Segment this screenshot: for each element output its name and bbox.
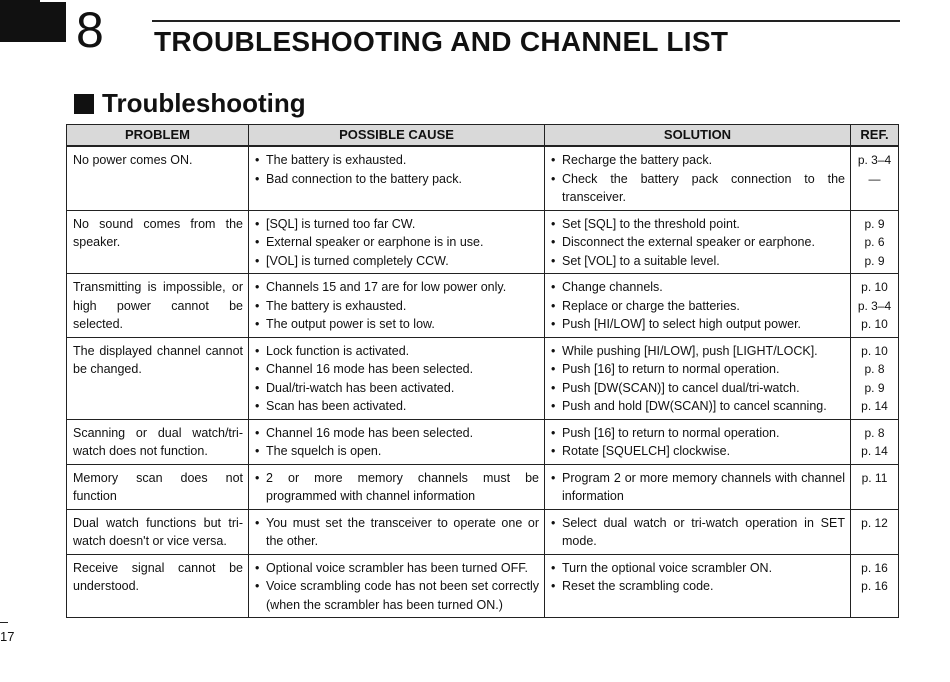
cause-cell [249,146,545,210]
table-row [67,419,899,464]
solution-item: • Replace or charge the batteries. [551,297,845,316]
ref-cell [851,554,899,618]
ref-item: p. 14 [861,399,888,413]
solution-item: • Push [HI/LOW] to select high output power. [551,315,845,334]
header-possible-cause: POSSIBLE CAUSE [249,125,545,147]
ref-item: p. 16 [861,579,888,593]
ref-item: p. 8 [864,362,885,376]
problem-cell: Dual watch functions but tri-watch doesn't or vice versa. [67,509,249,554]
table-body [67,146,899,618]
table-row [67,210,899,274]
solution-item: • Push [16] to return to normal operation. [551,424,845,443]
cause-item: • External speaker or earphone is in use. [255,233,539,252]
solution-cell [545,554,851,618]
cause-item: • The battery is exhausted. [255,297,539,316]
cause-item: • Optional voice scrambler has been turned OFF. [255,559,539,578]
solution-item: • Push [DW(SCAN)] to cancel dual/tri-watch. [551,379,845,398]
header-problem: PROBLEM [67,125,249,147]
header-ref: REF. [851,125,899,147]
cause-item: • 2 or more memory channels must be programmed with channel information [255,469,539,506]
chapter-rule [152,20,900,22]
chapter-title: TROUBLESHOOTING AND CHANNEL LIST [154,26,729,57]
chapter-tab-marker [0,2,66,42]
table-row [67,274,899,338]
problem-cell: No sound comes from the speaker. [67,210,249,274]
chapter-number: 8 [76,2,104,58]
ref-cell [851,146,899,210]
table-row [67,554,899,618]
cause-cell [249,464,545,509]
cause-item: • Scan has been activated. [255,397,539,416]
solution-item: • Check the battery pack connection to the transceiver. [551,170,845,207]
ref-item: p. 6 [864,235,885,249]
cause-cell [249,554,545,618]
problem-cell: Scanning or dual watch/tri-watch does not function. [67,419,249,464]
ref-item: p. 10 [861,317,888,331]
ref-item: p. 9 [864,253,885,268]
ref-item: p. 12 [861,515,888,530]
ref-item: p. 11 [861,470,888,485]
solution-cell [545,146,851,210]
solution-cell [545,274,851,338]
solution-item: • Push and hold [DW(SCAN)] to cancel scanning. [551,397,845,416]
ref-item: p. 3–4 [857,153,892,167]
solution-item: • Select dual watch or tri-watch operation in SET mode. [551,514,845,551]
ref-cell [851,419,899,464]
cause-cell [249,509,545,554]
cause-item: • Bad connection to the battery pack. [255,170,539,207]
table-row [67,509,899,554]
cause-item: • Channels 15 and 17 are for low power only. [255,278,539,297]
solution-cell [545,337,851,419]
solution-item: • Recharge the battery pack. [551,151,845,170]
problem-cell: Transmitting is impossible, or high power cannot be selected. [67,274,249,338]
ref-item: p. 8 [864,425,885,440]
cause-item: • [SQL] is turned too far CW. [255,215,539,234]
ref-item: p. 10 [861,280,888,294]
solution-item: • Reset the scrambling code. [551,577,845,614]
section-square-icon [74,94,94,114]
ref-item: p. 3–4 [857,298,892,313]
troubleshooting-table [66,124,899,618]
solution-item: • Set [VOL] to a suitable level. [551,252,845,271]
cause-item: • Lock function is activated. [255,342,539,361]
cause-item: • Channel 16 mode has been selected. [255,424,539,443]
solution-item: • Disconnect the external speaker or earphone. [551,233,845,252]
cause-item: • Dual/tri-watch has been activated. [255,379,539,398]
cause-item: • The output power is set to low. [255,315,539,334]
solution-cell [545,210,851,274]
problem-cell: The displayed channel cannot be changed. [67,337,249,419]
table-row [67,337,899,419]
solution-item: • Turn the optional voice scrambler ON. [551,559,845,578]
cause-cell [249,419,545,464]
page-rule [0,622,8,623]
cause-item: • Voice scrambling code has not been set correctly (when the scrambler has been turned ON.) [255,577,539,614]
ref-item: p. 10 [861,343,888,358]
ref-cell [851,274,899,338]
cause-cell [249,210,545,274]
page-number: 17 [0,629,15,644]
ref-cell [851,337,899,419]
table-row [67,464,899,509]
cause-cell [249,274,545,338]
cause-item: • Channel 16 mode has been selected. [255,360,539,379]
problem-cell: Receive signal cannot be understood. [67,554,249,618]
ref-item: p. 9 [864,380,885,395]
solution-item: • Push [16] to return to normal operation. [551,360,845,379]
table-header-row [67,125,899,147]
solution-item: • Rotate [SQUELCH] clockwise. [551,442,845,461]
ref-item: p. 16 [861,560,888,575]
ref-item: p. 14 [861,444,888,458]
problem-cell: No power comes ON. [67,146,249,210]
cause-item: • You must set the transceiver to operate one or the other. [255,514,539,551]
cause-item: • The battery is exhausted. [255,151,539,170]
solution-item: • Change channels. [551,278,845,297]
solution-item: • Set [SQL] to the threshold point. [551,215,845,234]
ref-item: p. 9 [864,216,885,231]
ref-cell [851,464,899,509]
solution-cell [545,464,851,509]
cause-item: • [VOL] is turned completely CCW. [255,252,539,271]
ref-cell [851,509,899,554]
solution-item: • While pushing [HI/LOW], push [LIGHT/LOCK]. [551,342,845,361]
ref-item: — [868,171,881,186]
header-solution: SOLUTION [545,125,851,147]
solution-cell [545,419,851,464]
table-row [67,146,899,210]
ref-cell [851,210,899,274]
cause-item: • The squelch is open. [255,442,539,461]
cause-cell [249,337,545,419]
problem-cell: Memory scan does not function [67,464,249,509]
section-title: Troubleshooting [102,88,306,118]
solution-cell [545,509,851,554]
solution-item: • Program 2 or more memory channels with channel information [551,469,845,506]
